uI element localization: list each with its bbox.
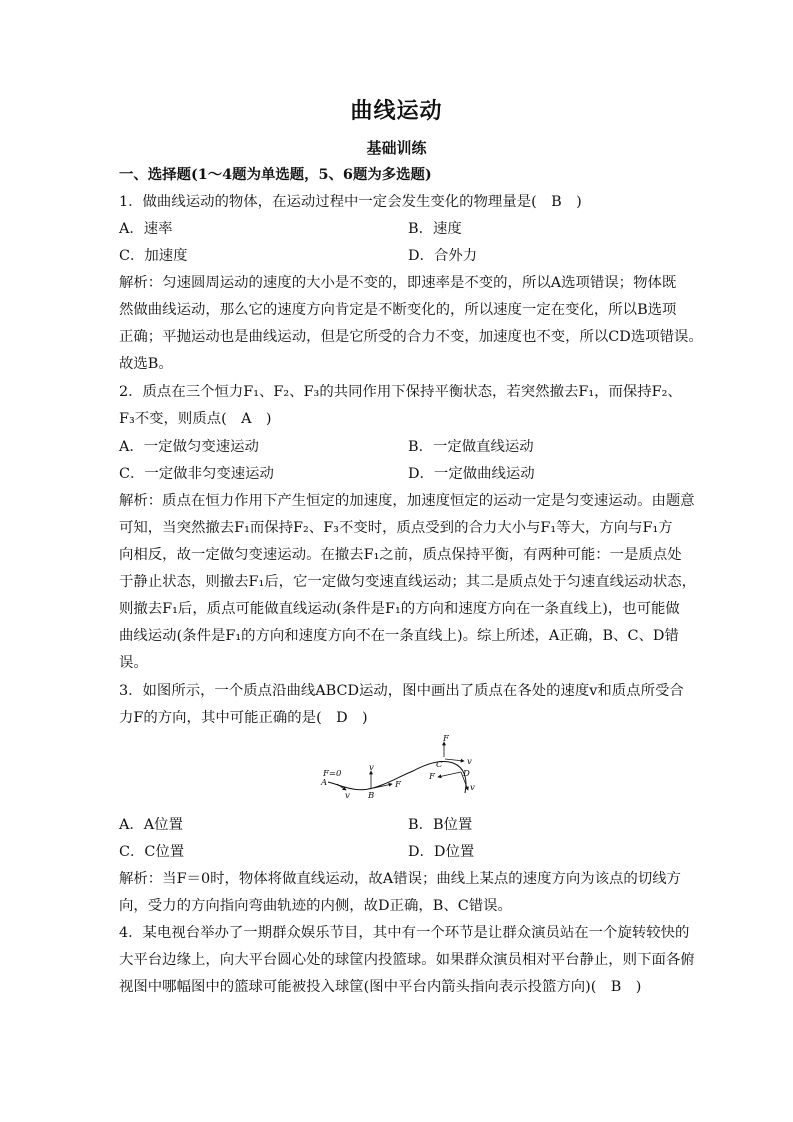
q3-analysis-line: 向，受力的方向指向弯曲轨迹的内侧，故D正确，B、C错误。 [119, 898, 512, 914]
q1-analysis-line: 解析：匀速圆周运动的速度的大小是不变的，即速率是不变的，所以A选项错误；物体既 [119, 275, 677, 291]
q2-stem-line: 2．质点在三个恒力F₁、F₂、F₃的共同作用下保持平衡状态，若突然撤去F₁，而保持F₂、 [119, 384, 682, 400]
q2-option-c: C．一定做非匀变速运动 [119, 466, 274, 482]
label-F0: F=0 [323, 769, 342, 779]
q2-analysis-line: 误。 [119, 655, 148, 671]
q2-analysis-line: 曲线运动(条件是F₁的方向和速度方向不在一条直线上)。综上所述，A正确，B、C、D错 [119, 628, 679, 644]
curve-diagram [318, 733, 482, 803]
q3-option-a: A．A位置 [119, 817, 183, 833]
q1-option-c: C．加速度 [119, 248, 188, 264]
label-B: B [368, 791, 375, 801]
label-C: C [436, 760, 443, 770]
q2-analysis-line: 则撤去F₁后，质点可能做直线运动(条件是F₁的方向和速度方向在一条直线上)，也可能做 [119, 601, 680, 617]
q3-stem-line: 力F的方向，其中可能正确的是( D ) [119, 710, 368, 726]
q3-option-b: B．B位置 [408, 817, 473, 833]
q4-stem-line: 大平台边缘上，向大平台圆心处的球筐内投篮球。如果群众演员相对平台静止，则下面各俯 [119, 952, 695, 968]
q2-option-b: B．一定做直线运动 [408, 439, 534, 455]
page-subtitle: 基础训练 [366, 139, 427, 157]
q3-analysis-line: 解析：当F＝0时，物体将做直线运动，故A错误；曲线上某点的速度方向为该点的切线方 [119, 871, 681, 887]
label-v-B: v [369, 763, 374, 773]
q3-stem-line: 3．如图所示，一个质点沿曲线ABCD运动，图中画出了质点在各处的速度v和质点所受合 [119, 683, 684, 699]
label-F-D: F [429, 772, 435, 782]
force-arrow-D [438, 772, 461, 777]
velocity-arrow-C [445, 759, 464, 761]
section-heading: 一、选择题(1～4题为单选题，5、6题为多选题) [119, 166, 432, 183]
q2-analysis-line: 于静止状态，则撤去F₁后，它一定做匀变速直线运动；其二是质点处于匀速直线运动状态， [119, 574, 696, 590]
q1-option-d: D．合外力 [408, 248, 478, 264]
label-v-C: v [467, 757, 472, 767]
q1-analysis-line: 然做曲线运动，那么它的速度方向肯定是不断变化的，所以速度一定在变化，所以B选项 [119, 302, 677, 318]
label-v-A: v [345, 791, 350, 801]
label-F-B: F [395, 780, 401, 790]
q3-option-d: D．D位置 [408, 844, 475, 860]
q1-option-b: B．速度 [408, 221, 462, 237]
q1-analysis-line: 正确；平抛运动也是曲线运动，但是它所受的合力不变，加速度也不变，所以CD选项错误。 [119, 329, 703, 345]
q2-analysis-line: 向相反，故一定做匀变速运动。在撤去F₁之前，质点保持平衡，有两种可能：一是质点处 [119, 547, 682, 563]
q4-stem-line: 4．某电视台举办了一期群众娱乐节目，其中有一个环节是让群众演员站在一个旋转较快的 [119, 925, 690, 941]
q3-option-c: C．C位置 [119, 844, 185, 860]
label-F-C: F [443, 734, 449, 744]
curve-motion-figure [318, 733, 482, 803]
label-v-D: v [470, 783, 475, 793]
q2-analysis-line: 可知，当突然撤去F₁而保持F₂、F₃不变时，质点受到的合力大小与F₁等大，方向与F₁方 [119, 520, 673, 536]
page-title: 曲线运动 [350, 98, 443, 124]
q1-stem: 1．做曲线运动的物体，在运动过程中一定会发生变化的物理量是( B ) [119, 194, 582, 210]
q2-option-a: A．一定做匀变速运动 [119, 439, 259, 455]
q2-stem-line: F₃不变，则质点( A ) [119, 411, 272, 427]
q2-option-d: D．一定做曲线运动 [408, 466, 535, 482]
label-A: A [321, 778, 328, 788]
q1-analysis-line: 故选B。 [119, 356, 173, 372]
q2-analysis-line: 解析：质点在恒力作用下产生恒定的加速度，加速度恒定的运动一定是匀变速运动。由题意 [119, 493, 695, 509]
q1-option-a: A．速率 [119, 221, 173, 237]
label-D: D [463, 769, 470, 779]
q4-stem-line: 视图中哪幅图中的篮球可能被投入球筐(图中平台内箭头指向表示投篮方向)( B ) [119, 979, 642, 995]
